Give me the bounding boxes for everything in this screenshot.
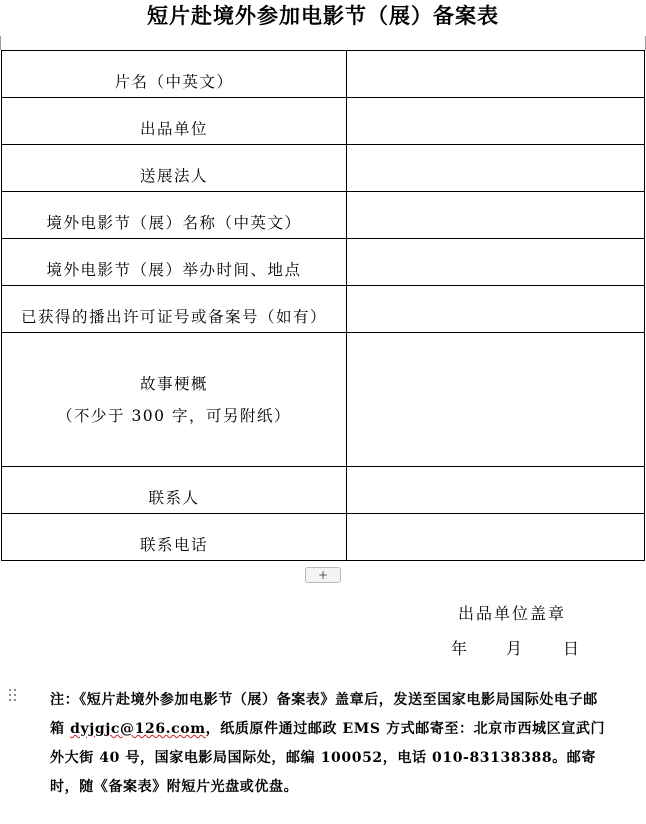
form-row-festival-name [2, 192, 645, 239]
film-title-value-cell[interactable] [347, 51, 645, 98]
synopsis-label: 故事梗概 [139, 374, 208, 393]
synopsis-requirement-label: （不少于 300 字，可另附纸） [57, 406, 291, 425]
date-year-label: 年 [451, 639, 468, 658]
contact-phone-value-cell[interactable] [347, 514, 645, 561]
festival-time-place-value-cell[interactable] [347, 239, 645, 286]
note-text-after-email: ，纸质原件通过邮政 EMS 方式邮寄至：北京市西城区宣武门外大街 40 号，国家电影局国际处，邮编 100052，电话 010-83138388。邮寄时，随《备案表》附短片光盘或优盘。 [50, 721, 606, 795]
form-row-producer [2, 98, 645, 145]
producer-label: 出品单位 [139, 120, 208, 138]
form-row-contact-phone [2, 514, 645, 561]
synopsis-label-cell [2, 333, 347, 467]
note-email: dyjgjc@126.com [70, 721, 206, 737]
form-row-synopsis [2, 333, 645, 467]
contact-phone-label: 联系电话 [139, 536, 208, 554]
contact-person-value-cell[interactable] [347, 467, 645, 514]
date-day-label: 日 [563, 639, 580, 658]
producer-value-cell[interactable] [347, 98, 645, 145]
add-table-row-button[interactable]: + [305, 567, 341, 583]
form-row-license-number [2, 286, 645, 333]
date-month-label: 月 [506, 639, 523, 658]
producer-seal-label: 出品单位盖章 [458, 604, 567, 623]
legal-representative-label-cell [2, 145, 347, 192]
film-title-label: 片名（中英文） [114, 73, 234, 91]
festival-name-value-cell[interactable] [347, 192, 645, 239]
note-text-before-email: 注：《短片赴境外参加电影节（展）备案表》盖章后，发送至国家电影局国际处电子邮箱 [50, 692, 598, 737]
synopsis-value-cell[interactable] [347, 333, 645, 467]
submission-note [50, 686, 610, 802]
license-number-label-cell [2, 286, 347, 333]
form-row-contact-person [2, 467, 645, 514]
paragraph-drag-handle-icon[interactable] [9, 689, 17, 703]
producer-label-cell [2, 98, 347, 145]
legal-representative-label: 送展法人 [139, 167, 208, 185]
form-row-legal-representative [2, 145, 645, 192]
license-number-label: 已获得的播出许可证号或备案号（如有） [20, 308, 327, 326]
form-row-film-title [2, 51, 645, 98]
festival-time-place-label: 境外电影节（展）举办时间、地点 [46, 261, 302, 279]
festival-name-label: 境外电影节（展）名称（中英文） [46, 214, 302, 232]
legal-representative-value-cell[interactable] [347, 145, 645, 192]
contact-person-label-cell [2, 467, 347, 514]
film-title-label-cell [2, 51, 347, 98]
festival-time-place-label-cell [2, 239, 347, 286]
form-row-festival-time-place [2, 239, 645, 286]
contact-phone-label-cell [2, 514, 347, 561]
festival-name-label-cell [2, 192, 347, 239]
registration-form-table [1, 50, 645, 561]
form-title: 短片赴境外参加电影节（展）备案表 [147, 4, 499, 28]
table-corner-mark-left [0, 36, 1, 50]
contact-person-label: 联系人 [148, 489, 200, 507]
license-number-value-cell[interactable] [347, 286, 645, 333]
